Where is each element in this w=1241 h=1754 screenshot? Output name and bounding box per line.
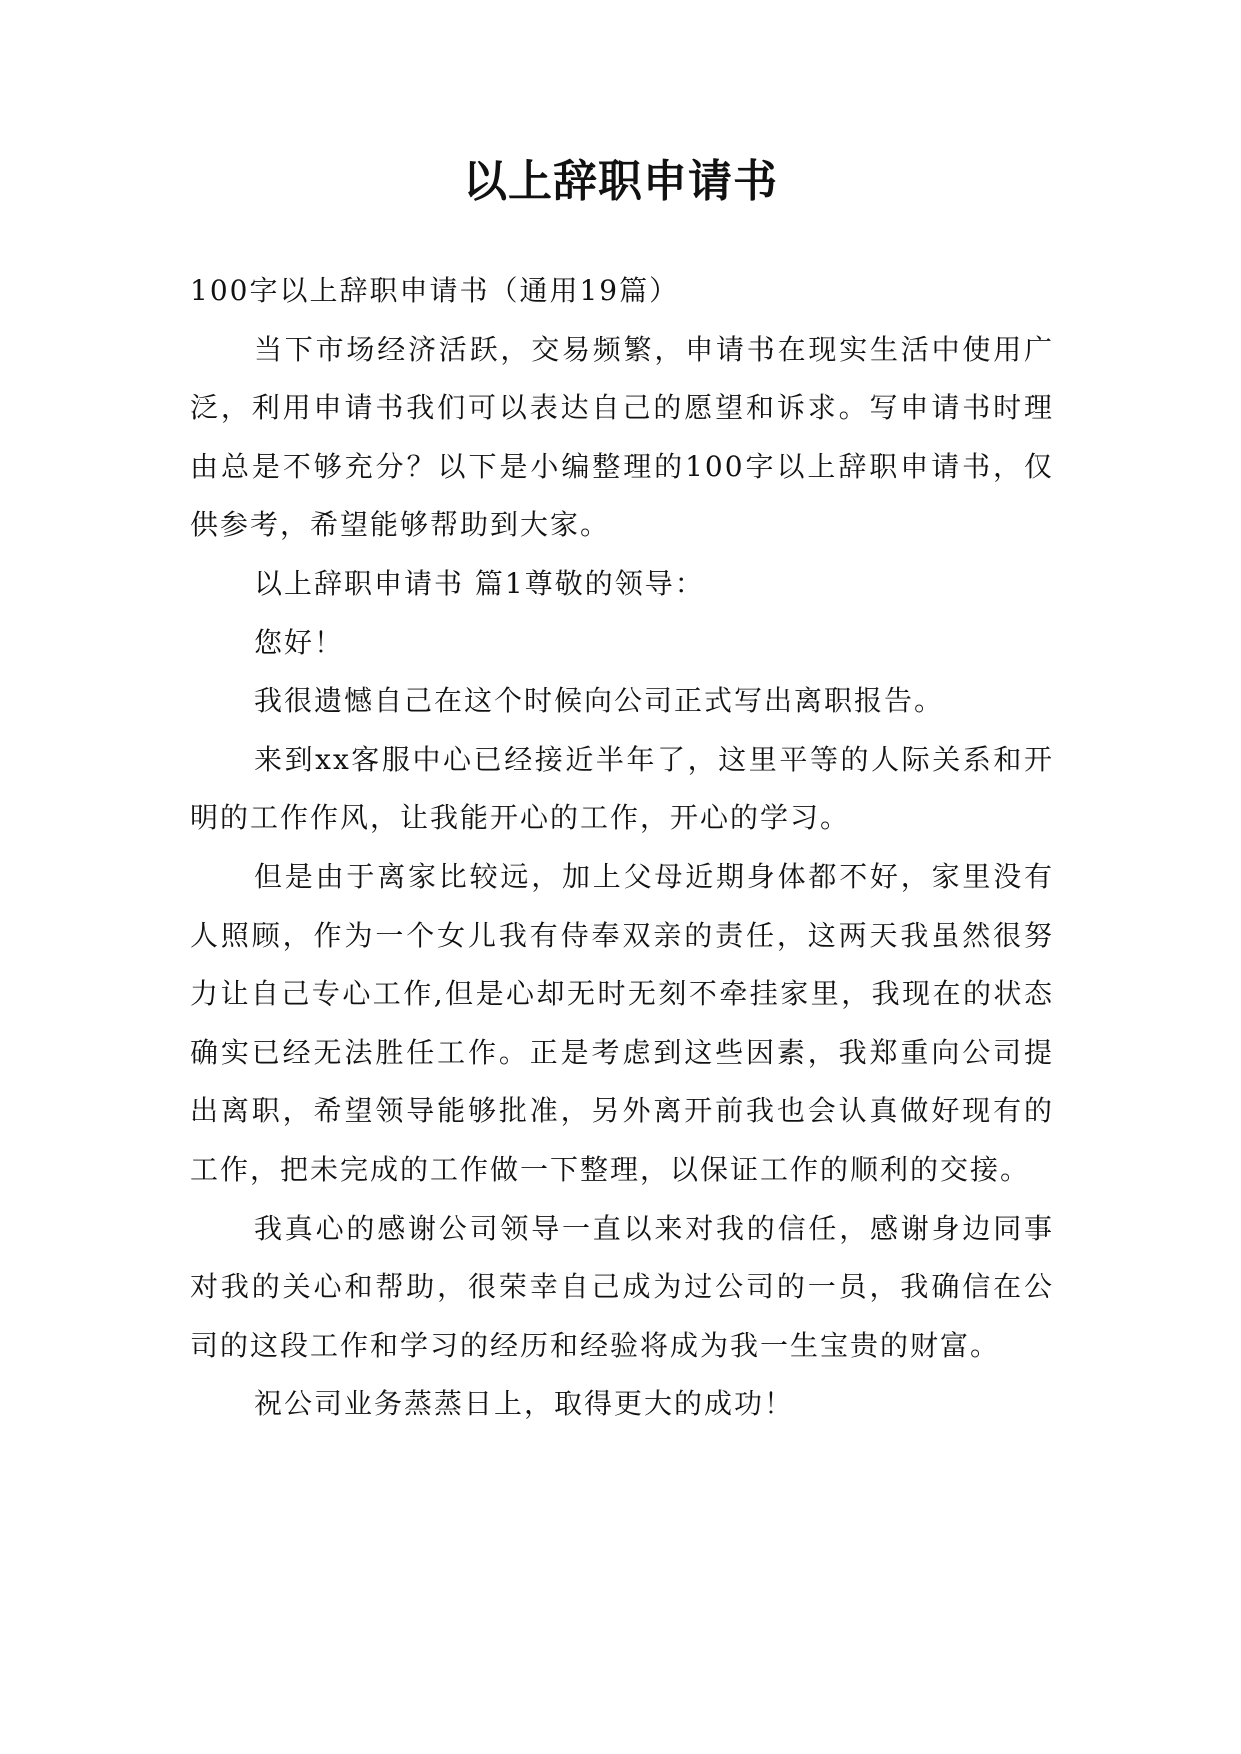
- paragraph: 当下市场经济活跃，交易频繁，申请书在现实生活中使用广泛，利用申请书我们可以表达自己的愿望和诉求。写申请书时理由总是不够充分？以下是小编整理的100字以上辞职申请书，仅供参考，希望能够帮助到大家。: [190, 332, 1054, 542]
- paragraph: 祝公司业务蒸蒸日上，取得更大的成功！: [254, 1387, 795, 1421]
- paragraph: 100字以上辞职申请书（通用19篇）: [190, 274, 680, 307]
- document-body: [190, 262, 1054, 1434]
- paragraph: 我很遗憾自己在这个时候向公司正式写出离职报告。: [254, 684, 945, 718]
- paragraph: 我真心的感谢公司领导一直以来对我的信任，感谢身边同事对我的关心和帮助，很荣幸自己成为过公司的一员，我确信在公司的这段工作和学习的经历和经验将成为我一生宝贵的财富。: [190, 1211, 1054, 1362]
- paragraph: 以上辞职申请书 篇1尊敬的领导：: [254, 566, 705, 600]
- paragraph: 但是由于离家比较远，加上父母近期身体都不好，家里没有人照顾，作为一个女儿我有侍奉双亲的责任，这两天我虽然很努力让自己专心工作,但是心却无时无刻不牵挂家里，我现在的状态确实已经无法胜任工作。正是考虑到这些因素，我郑重向公司提出离职，希望领导能够批准，另外离开前我也会认真做好现有的工作，把未完成的工作做一下整理，以保证工作的顺利的交接。: [190, 859, 1054, 1186]
- paragraph: 您好！: [254, 625, 345, 659]
- paragraph: 来到xx客服中心已经接近半年了，这里平等的人际关系和开明的工作作风，让我能开心的工作，开心的学习。: [190, 742, 1054, 835]
- document-title: 以上辞职申请书: [463, 156, 778, 207]
